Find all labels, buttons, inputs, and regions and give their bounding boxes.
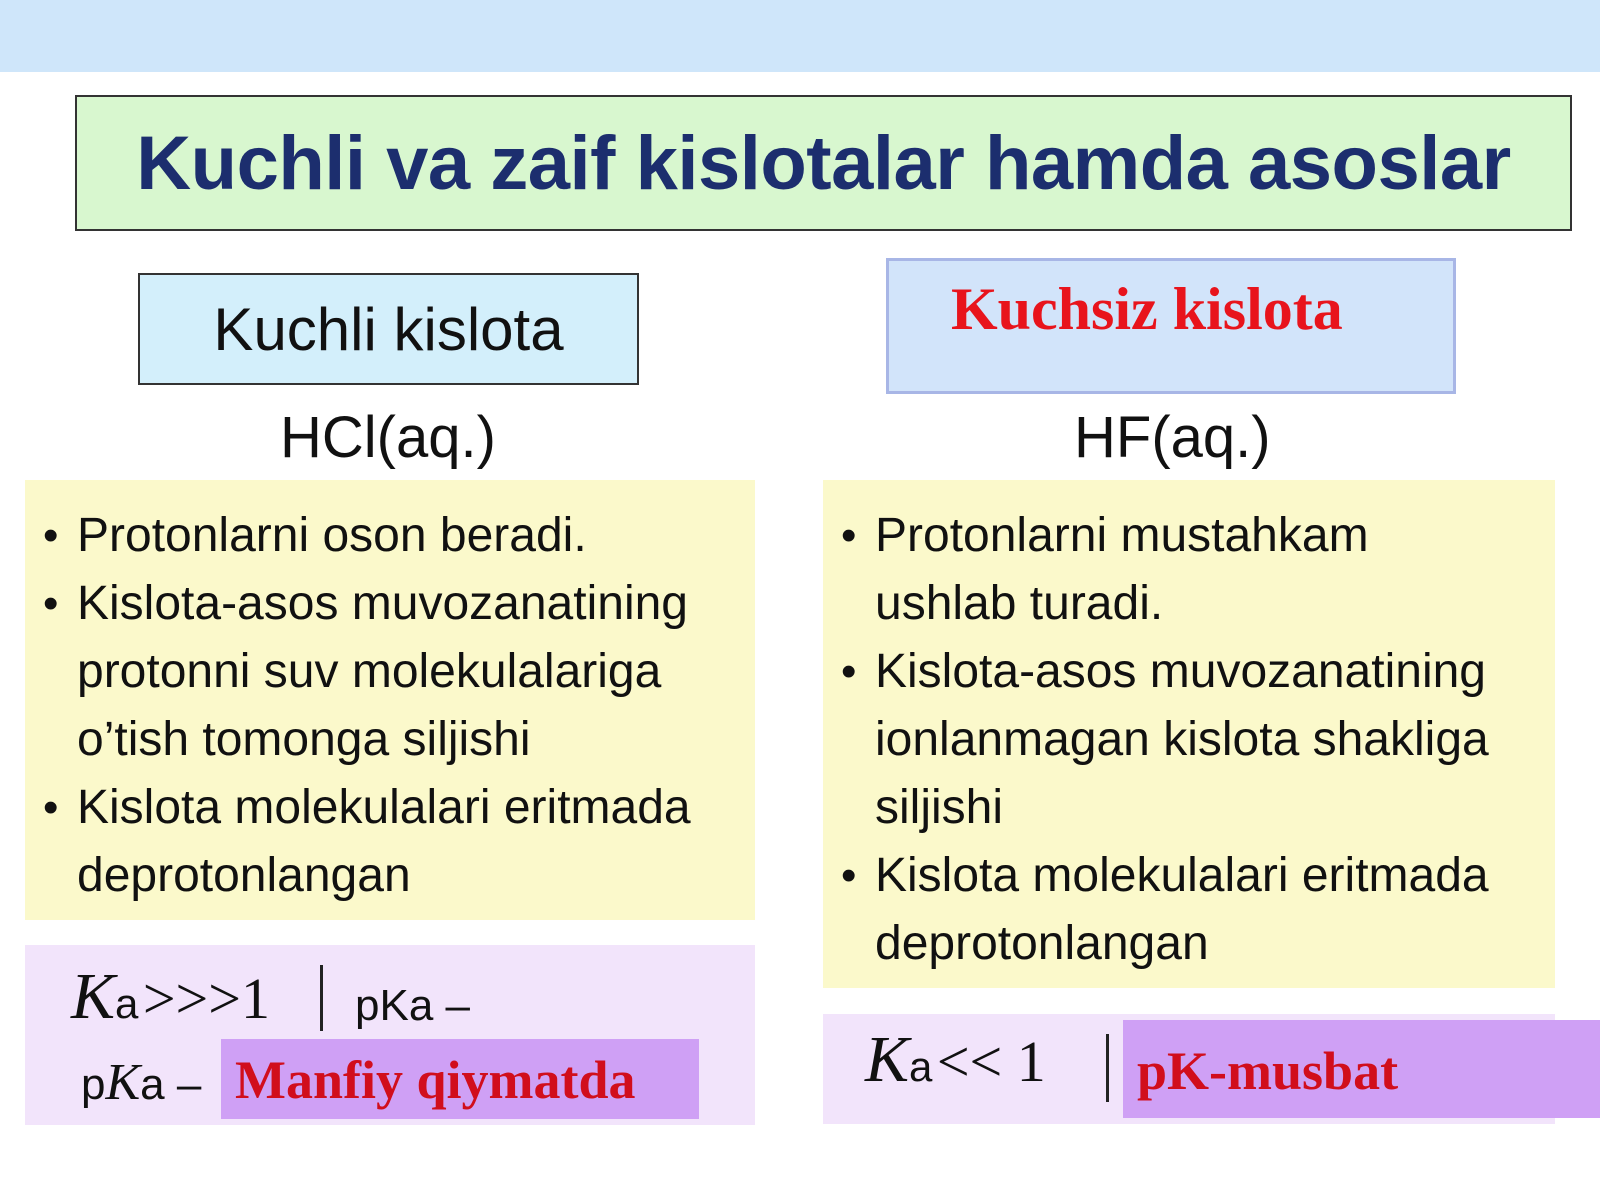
weak-acid-ka-box	[823, 1014, 1555, 1124]
ka-expression	[71, 959, 270, 1035]
weak-acid-heading: Kuchsiz kislota	[951, 276, 1343, 342]
ka-subscript: a	[115, 980, 139, 1027]
pka-suffix: a –	[140, 1060, 202, 1109]
pk-value-highlight	[1123, 1020, 1600, 1118]
bullet-item: • Kislota-asos muvozanatining protonni suv molekulalariga o’tish tomonga siljishi	[25, 570, 697, 774]
bullet-item: • Kislota molekulalari eritmada deprotonlangan	[823, 842, 1495, 978]
pk-value: pK-musbat	[1137, 1041, 1399, 1101]
bullet-item: • Protonlarni mustahkam ushlab turadi.	[823, 502, 1495, 638]
strong-acid-heading: Kuchli kislota	[213, 295, 564, 363]
bullet-item: • Kislota molekulalari eritmada deprotonlangan	[25, 774, 697, 910]
weak-acid-heading-box	[886, 258, 1456, 394]
weak-acid-bullets	[823, 480, 1555, 978]
pka-label	[81, 1053, 201, 1112]
ka-expression	[865, 1022, 1046, 1098]
bullet-item: • Protonlarni oson beradi.	[25, 502, 755, 570]
page-title: Kuchli va zaif kislotalar hamda asoslar	[136, 120, 1511, 206]
pka-value: Manfiy qiymatda	[235, 1050, 636, 1110]
strong-acid-ka-box	[25, 945, 755, 1125]
ka-relation: << 1	[936, 1029, 1046, 1094]
strong-acid-formula: HCl(aq.)	[280, 405, 496, 470]
ka-subscript: a	[909, 1043, 933, 1090]
weak-acid-formula: HF(aq.)	[1074, 405, 1271, 470]
ka-symbol: K	[865, 1023, 910, 1096]
ka-relation: >>>1	[142, 966, 270, 1031]
ka-symbol: K	[71, 960, 116, 1033]
pka-k: K	[105, 1054, 141, 1111]
strong-acid-bullets	[25, 480, 755, 910]
pka-prefix: p	[81, 1060, 106, 1109]
pka-partial: pKa –	[355, 981, 470, 1030]
strong-acid-panel	[25, 480, 755, 920]
title-box	[75, 95, 1572, 231]
divider	[320, 965, 323, 1031]
bullet-item: • Kislota-asos muvozanatining ionlanmagan kislota shakliga siljishi	[823, 638, 1495, 842]
top-band	[0, 0, 1600, 72]
pka-value-highlight	[221, 1039, 699, 1119]
divider	[1106, 1034, 1109, 1102]
strong-acid-heading-box	[138, 273, 639, 385]
weak-acid-panel	[823, 480, 1555, 988]
